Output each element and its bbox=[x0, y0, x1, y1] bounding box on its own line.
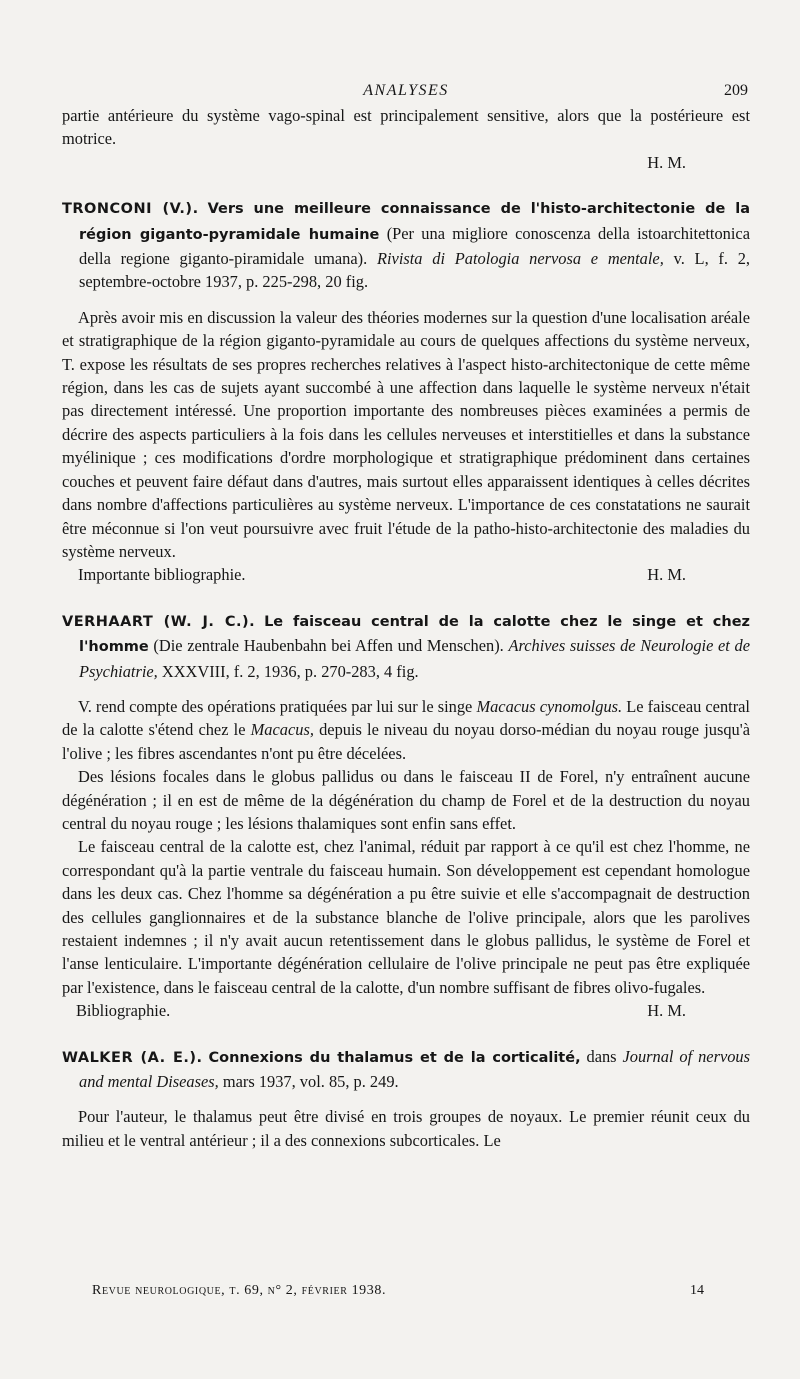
review-body: Après avoir mis en discussion la valeur des théories modernes sur la question d'une localisation aréale et stratigraphique de la région giganto-pyramidale au cours de quelques affections du système nerveux, T. expose les résultats de ses propres recherches relatives à l'aspect histo-architectonique de cette même région, dans les cas de sujets ayant succombé à une affection dans laquelle le système nerveux n'était pas directement intéressé. Une proportion importante des nombreuses pièces examinées a permis de décrire des aspects particuliers à la fois dans les cellules nerveuses et interstitielles et dans la substance myélinique ; ces modifications d'ordre morphologique et stratigraphique prédominent dans certaines couches et peuvent faire défaut dans d'autres, mais surtout elles apparaissent identiques à celles décrites dans nombre d'affections particulières au système nerveux. L'importance de ces constatations ne saurait être méconnue si l'on veut poursuivre avec fruit l'étude de la patho-histo-architectonie des maladies du système nerveux. bbox=[62, 307, 750, 561]
review-author: TRONCONI (V.). bbox=[62, 201, 199, 218]
intro-signature-line bbox=[62, 151, 750, 174]
review-body: Des lésions focales dans le globus pallidus ou dans le faisceau II de Forel, n'y entraînent aucune dégénération ; il en est de même de la dégénération du champ de Forel et de la destruction du noyau central du noyau rouge ; les lésions thalamiques sont enfin sans effet. bbox=[62, 767, 750, 833]
footer-sheet-number: 14 bbox=[690, 1283, 704, 1298]
page-footer bbox=[92, 1283, 704, 1299]
review-tronconi bbox=[62, 196, 750, 587]
review-citation: mars 1937, vol. 85, p. 249. bbox=[222, 1072, 399, 1092]
review-original-title: (Per una migliore conoscenza della istoarchitettonica della regione giganto-piramidale umana). bbox=[79, 223, 750, 269]
page-number: 209 bbox=[724, 82, 748, 99]
review-body bbox=[62, 695, 750, 765]
text-run: Le faisceau central de la calotte s'étend chez le bbox=[62, 696, 750, 740]
text-run: V. rend compte des opérations pratiquées par lui sur le singe bbox=[78, 696, 473, 716]
signature: H. M. bbox=[647, 1001, 686, 1021]
running-title: ANALYSES bbox=[363, 82, 449, 99]
review-citation: v. L, f. 2, septembre-octobre 1937, p. 225-298, 20 fig. bbox=[79, 249, 751, 292]
review-title: Le faisceau central de la calotte chez le singe et chez l'homme bbox=[79, 613, 750, 656]
review-signature-line bbox=[62, 563, 750, 586]
page-header bbox=[62, 78, 750, 104]
review-title: Vers une meilleure connaissance de l'histo-architectonie de la région giganto-pyramidale humaine bbox=[79, 201, 750, 243]
footer-journal: Revue neurologique, t. 69, n° 2, février 1938. bbox=[92, 1283, 387, 1298]
page bbox=[62, 78, 750, 1152]
signature: H. M. bbox=[647, 152, 686, 172]
review-journal: Archives suisses de Neurologie et de Psychiatrie, bbox=[79, 636, 750, 681]
text-run: depuis le niveau du noyau dorso-médian du noyau rouge jusqu'à l'olive ; les fibres ascendantes n'ont pu être décelées. bbox=[62, 720, 750, 763]
review-heading bbox=[62, 609, 750, 683]
species-name: Macacus cynomolgus. bbox=[476, 696, 623, 716]
review-body: Le faisceau central de la calotte est, chez l'animal, réduit par rapport à ce qu'il est chez l'homme, ne correspondant qu'à la partie ventrale du faisceau humain. Son développement est cependant homologue dans les deux cas. Chez l'homme sa dégénération a pu être suivie et elle s'accompagnait de destruction des cellules ganglionnaires et de la substance blanche de l'olive principale, alors que les parolives restaient indemnes ; il n'y avait aucun retentissement dans le globus pallidus, le système de Forel et l'anse lenticulaire. L'importante dégénération cellulaire de l'olive principale ne peut pas être expliquée par l'existence, dans le faisceau central de la calotte, d'un nombre suffisant de fibres olivo-fugales. bbox=[62, 837, 750, 997]
review-body: Pour l'auteur, le thalamus peut être divisé en trois groupes de noyaux. Le premier réunit ceux du milieu et le ventral antérieur ; il a des connexions subcorticales. Le bbox=[62, 1107, 750, 1150]
review-pre-journal: dans bbox=[586, 1046, 617, 1066]
review-author: VERHAART (W. J. C.). bbox=[62, 613, 256, 630]
review-signature-line bbox=[62, 999, 750, 1022]
intro-paragraph: partie antérieure du système vago-spinal est principalement sensitive, alors que la postérieure est motrice. bbox=[62, 106, 750, 149]
review-journal: Journal of nervous and mental Diseases, bbox=[79, 1046, 750, 1092]
review-citation: XXXVIII, f. 2, 1936, p. 270-283, 4 fig. bbox=[161, 661, 419, 681]
review-heading bbox=[62, 1045, 750, 1094]
review-heading bbox=[62, 196, 750, 294]
review-verhaart bbox=[62, 609, 750, 1023]
review-title: Connexions du thalamus et de la corticalité, bbox=[208, 1049, 581, 1066]
review-journal: Rivista di Patologia nervosa e mentale, bbox=[376, 249, 664, 269]
genus-name: Macacus, bbox=[250, 720, 314, 740]
review-original-title: (Die zentrale Haubenbahn bei Affen und Menschen). bbox=[153, 636, 504, 656]
signature: H. M. bbox=[647, 565, 686, 585]
review-closing: Importante bibliographie. bbox=[78, 565, 246, 585]
review-closing: Bibliographie. bbox=[76, 1001, 171, 1021]
review-walker bbox=[62, 1045, 750, 1153]
review-author: WALKER (A. E.). bbox=[62, 1049, 203, 1066]
